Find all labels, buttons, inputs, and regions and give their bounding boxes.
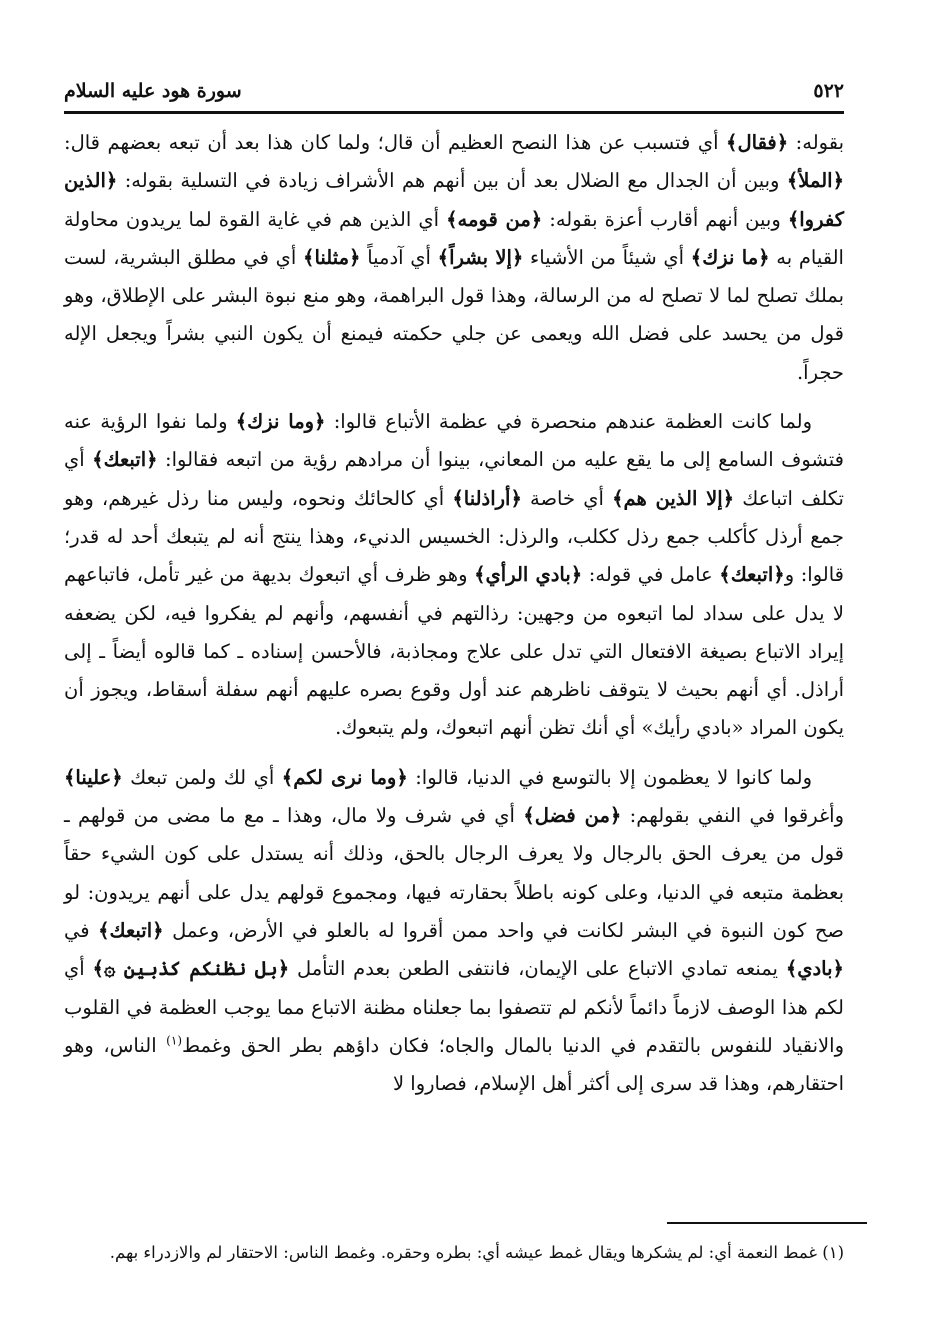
text-segment: يمنعه تمادي الاتباع على الإيمان، فانتفى الطعن بعدم التأمل <box>289 957 786 981</box>
text-segment: الناس، وهو احتقارهم، وهذا قد سرى إلى أكثر أهل الإسلام، فصاروا لا <box>64 1033 844 1096</box>
quranic-quote: ﴿وما نزك﴾ <box>235 410 326 434</box>
paragraph-1 <box>64 124 844 392</box>
quranic-quote: ﴿الذين كفروا﴾ <box>64 169 845 231</box>
quranic-quote: ﴿إلا الذين هم﴾ <box>612 486 735 510</box>
text-segment: وأغرقوا في النفي بقولهم: <box>621 804 844 828</box>
quranic-quote: ﴿بل نظنكم كذبين ۞﴾ <box>92 957 290 981</box>
text-segment: أي تكلف اتباعك <box>64 448 844 510</box>
footnote: (١) غمط النعمة أي: لم يشكرها ويقال غمط عيشه أي: بطره وحقره. وغمط الناس: الاحتقار لم والازدراء بهم. <box>109 1243 844 1262</box>
text-segment: أي فتسبب عن هذا النصح العظيم أن قال؛ ولما كان هذا بعد أن تبعه بعضهم قال: <box>64 131 727 154</box>
quranic-quote: ﴿فقال﴾ <box>726 131 789 154</box>
quranic-quote: ﴿من قومه﴾ <box>446 207 543 231</box>
quranic-quote: ﴿أراذلنا﴾ <box>452 486 522 510</box>
text-segment: في <box>64 918 99 942</box>
quranic-quote: ﴿الملأ﴾ <box>786 169 844 193</box>
quranic-quote: ﴿اتبعك﴾ <box>92 448 158 472</box>
text-segment: أي شيئاً من الأشياء <box>523 245 691 269</box>
text-segment: أي في شرف ولا مال، وهذا ـ مع ما مضى من قولهم ـ قول من يعرف الحق بالرجال ولا يعرف الرجال بالحق، وذلك أنه يستدل على كون الشيء حقاً بعظمة متبعه في الدنيا، وعلى كونه باطلاً بحقارته فيها، ومجموع قولهم يدل على أنهم يريدون: لو صح كون النبوة في البشر لكانت في واحد ممن أقروا له بالعلو في الأرض، وعمل <box>64 804 844 942</box>
text-segment: أي خاصة <box>521 486 613 510</box>
quranic-quote: ﴿اتبعك﴾ <box>719 563 785 587</box>
quranic-quote: ﴿إلا بشراً﴾ <box>437 245 524 269</box>
text-segment: ولما كانت العظمة عندهم منحصرة في عظمة الأتباع قالوا: <box>325 410 812 434</box>
paragraph-2 <box>64 403 844 748</box>
text-segment: ولما نفوا الرؤية عنه فتشوف السامع إلى ما يقع عليه من المعاني، بينوا أن مرادهم رؤية من اتبعه فقالوا: <box>64 410 844 472</box>
text-segment: بقوله: <box>788 131 845 154</box>
text-segment: عامل في قوله: <box>582 563 720 587</box>
text-segment: وبين أنهم أقارب أعزة بقوله: <box>542 207 788 231</box>
quranic-quote: ﴿بادي﴾ <box>785 957 844 981</box>
text-segment: أي آدمياً <box>360 245 438 269</box>
text-segment: أي الذين هم في غاية القوة لما يريدون محاولة القيام به <box>64 207 844 269</box>
quranic-quote: ﴿وما نرى لكم﴾ <box>281 765 408 789</box>
quranic-quote: ﴿مثلنا﴾ <box>303 245 361 269</box>
footnote-rule <box>667 1222 867 1224</box>
text-segment: وبين أن الجدال مع الضلال بعد أن بين أنهم هم الأشراف زيادة في التسلية بقوله: <box>117 169 787 193</box>
quranic-quote: ﴿بادي الرأي﴾ <box>474 563 583 587</box>
text-segment: أي كالحائك ونحوه، وليس منا رذل غيرهم، وهو جمع أرذل كأكلب جمع رذل ككلب، والرذل: الخسيس الدنيء، وهذا ينتج أنه لم يتبعك أحد له قدر؛ قالوا: و <box>64 486 844 587</box>
text-segment: ولما كانوا لا يعظمون إلا بالتوسع في الدنيا، قالوا: <box>407 765 812 789</box>
quranic-quote: ﴿ما نزك﴾ <box>690 245 770 269</box>
text-segment: أي لك ولمن تبعك <box>122 765 282 789</box>
text-segment: وهو ظرف أي اتبعوك بديهة من غير تأمل، فاتباعهم لا يدل على سداد لما اتبعوه من وجهين: رذالتهم في أنفسهم، وأنهم لم يفكروا فيه، لكن يضعفه إيراد الاتباع بصيغة الافتعال التي تدل على علاج ومجاذبة، فالأحسن إسناده ـ كما قالوه أيضاً ـ إلى أراذل. أي أنهم بحيث لا يتوقف ناظرهم عند أول وقوع بصره عليهم أنهم سفلة أسقاط، ويجوز أن يكون المراد «بادي رأيك» أي أنك تظن أنهم اتبعوك، ولم يتبعوك. <box>64 563 844 740</box>
quranic-quote: ﴿علينا﴾ <box>64 765 123 789</box>
page-number: ٥٢٢ <box>813 80 844 102</box>
text-segment: أي لكم هذا الوصف لازماً دائماً لأنكم لم تتصفوا بما جعلناه مظنة الاتباع مما يوجب العظمة في القلوب والانقياد للنفوس بالتقدم في الدنيا بالمال والجاه؛ فكان داؤهم بطر الحق وغمط <box>64 957 844 1057</box>
quranic-quote: ﴿اتبعك﴾ <box>98 918 164 942</box>
text-segment: أي في مطلق البشرية، لست بملك تصلح لما لا تصلح له من الرسالة، وهذا قول البراهمة، وهو منع نبوة البشر على الإطلاق، وهو قول من يحسد على فضل الله ويعمى عن جلي حكمته فيمنع أن يكون النبي بشراً ويجعل الإله حجراً. <box>64 245 844 384</box>
footnote-marker: (١) <box>166 1033 182 1048</box>
running-title: سورة هود عليه السلام <box>64 80 242 102</box>
quranic-quote: ﴿من فضل﴾ <box>523 804 622 828</box>
paragraph-3 <box>64 759 844 1104</box>
header-rule <box>64 111 844 114</box>
page-header <box>64 80 844 114</box>
main-text <box>64 124 844 1103</box>
